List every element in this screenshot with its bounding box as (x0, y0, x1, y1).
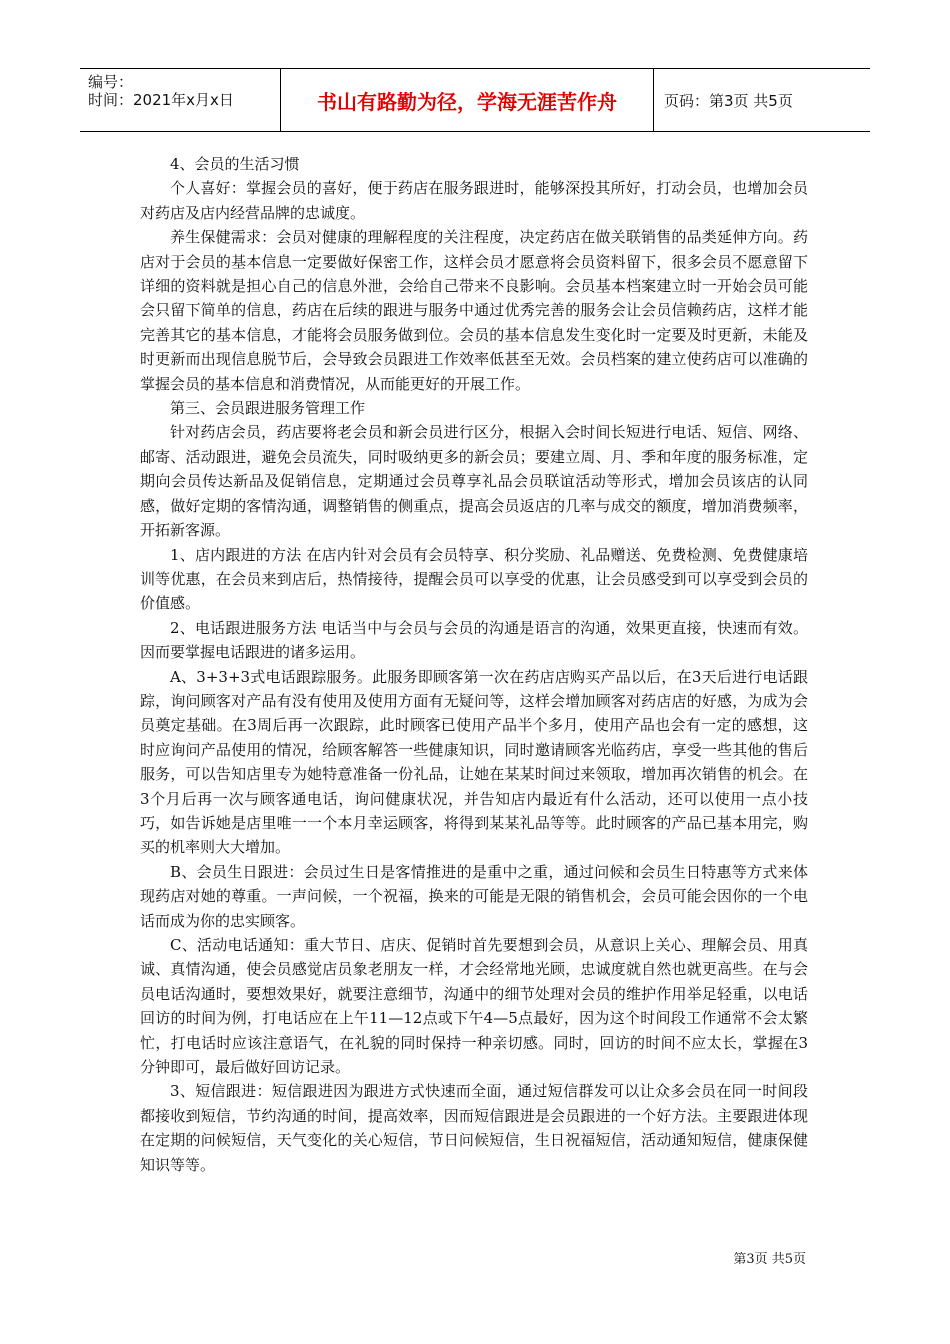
paragraph: B、会员生日跟进：会员过生日是客情推进的是重中之重，通过问候和会员生日特惠等方式来体现药店对她的尊重。一声问候，一个祝福，换来的可能是无限的销售机会，会员可能会因你的一个电话而成为你的忠实顾客。 (140, 862, 808, 930)
date-text: 时间：2021年x月x日 (88, 91, 234, 109)
motto-text: 书山有路勤为径，学海无涯苦作舟 (317, 89, 617, 114)
motto-cell (280, 69, 654, 131)
section-heading: 第三、会员跟进服务管理工作 (170, 399, 366, 418)
page-footer (733, 1248, 806, 1267)
paragraph: 4、会员的生活习惯 (170, 155, 300, 173)
paragraph: A、3+3+3式电话跟踪服务。此服务即顾客第一次在药店店购买产品以后，在3天后进行电话跟踪，询问顾客对产品有没有使用及使用方面有无疑问等，这样会增加顾客对药店店的好感，为成为会员奠定基础。在3周后再一次跟踪，此时顾客已使用产品半个多月，使用产品也会有一定的感想，这时应询问产品使用的情况，给顾客解答一些健康知识，同时邀请顾客光临药店，享受一些其他的售后服务，可以告知店里专为她特意准备一份礼品，让她在某某时间过来领取，增加再次销售的机会。在3个月后再一次与顾客通电话，询问健康状况，并告知店内最近有什么活动，还可以使用一点小技巧，如告诉她是店里唯一一个本月幸运顾客，将得到某某礼品等等。此时顾客的产品已基本用完，购买的机率则大大增加。 (140, 667, 808, 857)
paragraph: 针对药店会员，药店要将老会员和新会员进行区分，根据入会时间长短进行电话、短信、网络、邮寄、活动跟进，避免会员流失，同时吸纳更多的新会员；要建立周、月、季和年度的服务标准，定期向会员传达新品及促销信息，定期通过会员尊享礼品会员联谊活动等形式，增加会员该店的认同感，做好定期的客情沟通，调整销售的侧重点，提高会员返店的几率与成交的额度，增加消费频率，开拓新客源。 (140, 423, 808, 540)
footer-page-number: 第3页 共5页 (733, 1252, 806, 1267)
header-left-cell (80, 69, 280, 131)
paragraph: 2、电话跟进服务方法 电话当中与会员与会员的沟通是语言的沟通，效果更直接，快速而有效。因而要掌握电话跟进的诸多运用。 (140, 618, 808, 662)
page-label: 页码：第3页 共5页 (664, 91, 793, 110)
paragraph: 3、短信跟进：短信跟进因为跟进方式快速而全面，通过短信群发可以让众多会员在同一时间段都接收到短信，节约沟通的时间，提高效率，因而短信跟进是会员跟进的一个好方法。主要跟进体现在定期的问候短信，天气变化的关心短信，节日问候短信，生日祝福短信，活动通知短信，健康保健知识等等。 (140, 1082, 808, 1174)
paragraph: C、活动电话通知：重大节日、店庆、促销时首先要想到会员，从意识上关心、理解会员、用真诚、真情沟通，使会员感觉店员象老朋友一样，才会经常地光顾，忠诚度就自然也就更高些。在与会员电话沟通时，要想效果好，就要注意细节，沟通中的细节处理对会员的维护作用举足轻重，以电话回访的时间为例，打电话应在上午11—12点或下午4—5点最好，因为这个时间段工作通常不会太繁忙，打电话时应该注意语气，在礼貌的同时保持一种亲切感。同时，回访的时间不应太长，掌握在3分钟即可，最后做好回访记录。 (140, 936, 808, 1077)
paragraph: 养生保健需求：会员对健康的理解程度的关注程度，决定药店在做关联销售的品类延伸方向。药店对于会员的基本信息一定要做好保密工作，这样会员才愿意将会员资料留下，很多会员不愿意留下详细的资料就是担心自己的信息外泄，会给自己带来不良影响。会员基本档案建立时一开始会员可能会只留下简单的信息，药店在后续的跟进与服务中通过优秀完善的服务会让会员信赖药店，这样才能完善其它的基本信息，才能将会员服务做到位。会员的基本信息发生变化时一定要及时更新，未能及时更新而出现信息脱节后，会导致会员跟进工作效率低甚至无效。会员档案的建立使药店可以准确的掌握会员的基本信息和消费情况，从而能更好的开展工作。 (140, 228, 808, 393)
code-label: 编号： (88, 73, 134, 91)
paragraph: 1、店内跟进的方法 在店内针对会员有会员特享、积分奖励、礼品赠送、免费检测、免费健康培训等优惠，在会员来到店后，热情接待，提醒会员可以享受的优惠，让会员感受到可以享受到会员的价值感。 (140, 545, 808, 613)
paragraph: 个人喜好：掌握会员的喜好，便于药店在服务跟进时，能够深投其所好，打动会员，也增加会员对药店及店内经营品牌的忠诚度。 (140, 179, 808, 222)
document-body (140, 152, 808, 1177)
page-header (80, 68, 870, 132)
page-number-cell (654, 69, 870, 131)
